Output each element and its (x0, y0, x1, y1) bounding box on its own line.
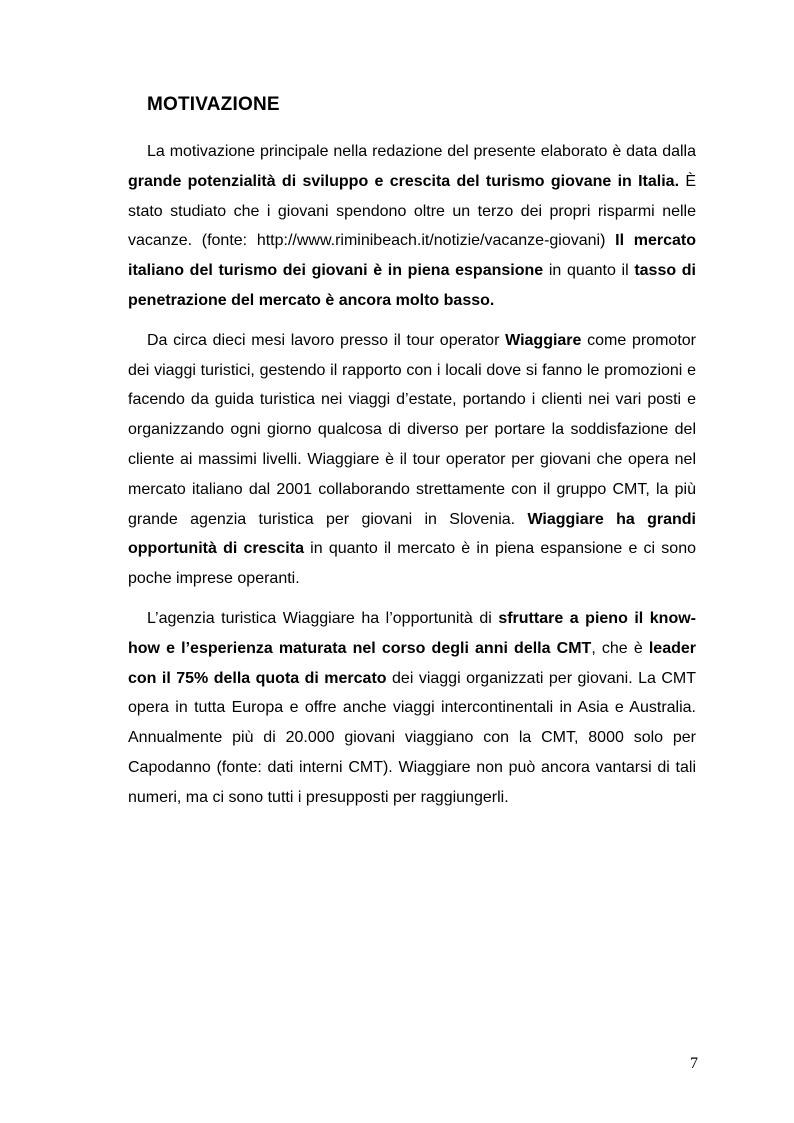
text-span: in quanto il mercato è in piena espansione e ci sono poche imprese operanti. (128, 540, 697, 588)
section-heading: MOTIVAZIONE (147, 94, 280, 115)
text-span: dei viaggi organizzati per giovani. La CMT opera in tutta Europa e offre anche viaggi intercontinentali in Asia e Australia. Annualmente più di 20.000 giovani viaggiano con la CMT, 8000 solo per Capodanno (fonte: dati interni CMT). Wiaggiare non può ancora vantarsi di tali numeri, ma ci sono tutti i presupposti per raggiungerli. (128, 669, 696, 806)
bold-text-span: sfruttare a pieno il know-how e l’esperienza maturata nel corso degli anni della CMT (128, 609, 696, 657)
text-span: come promotor dei viaggi turistici, gestendo il rapporto con i locali dove si fanno le promozioni e facendo da guida turistica nei viaggi d’estate, portando i clienti nei vari posti e organizzando ogni giorno qualcosa di diverso per portare la soddisfazione del cliente ai massimi livelli. Wiaggiare è il tour operator per giovani che opera nel mercato italiano dal 2001 collaborando strettamente con il gruppo CMT, la più grande agenzia turistica per giovani in Slovenia. (128, 331, 696, 528)
text-span: L’agenzia turistica Wiaggiare ha l’opportunità di (147, 609, 499, 627)
paragraph (128, 137, 696, 316)
bold-text-span: leader con il 75% della quota di mercato (128, 639, 696, 687)
bold-text-span: tasso di penetrazione del mercato è ancora molto basso. (128, 262, 697, 309)
text-span: in quanto il (543, 262, 635, 280)
bold-text-span: Wiaggiare (505, 331, 582, 349)
bold-text-span: Wiaggiare ha grandi opportunità di crescita (128, 510, 696, 558)
paragraph (128, 604, 696, 813)
bold-text-span: grande potenzialità di sviluppo e crescita del turismo giovane in Italia. (128, 172, 680, 190)
text-span: , che è (591, 639, 649, 657)
text-span: È stato studiato che i giovani spendono oltre un terzo dei propri risparmi nelle vacanze. (fonte: http://www.riminibeach.it/notizie/vacanze-giovani) (128, 172, 696, 250)
body-text (128, 137, 696, 823)
text-span: La motivazione principale nella redazione del presente elaborato è data dalla (147, 143, 696, 160)
paragraph (128, 326, 696, 594)
page-number: 7 (690, 1055, 698, 1072)
bold-text-span: Il mercato italiano del turismo dei giovani è in piena espansione (128, 232, 696, 280)
text-span: Da circa dieci mesi lavoro presso il tour operator (147, 331, 506, 349)
